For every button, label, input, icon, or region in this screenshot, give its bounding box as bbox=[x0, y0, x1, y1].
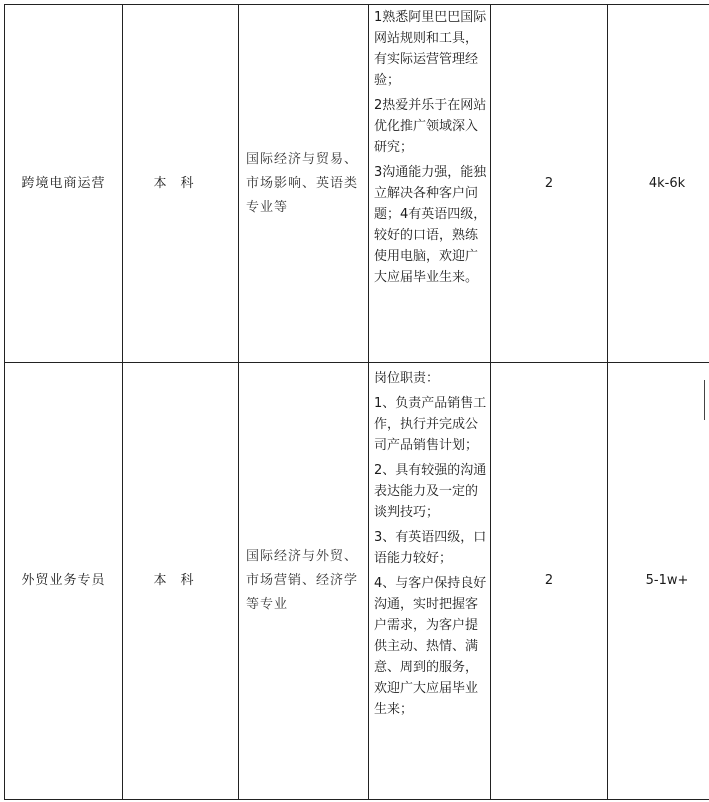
job-table bbox=[4, 4, 709, 800]
degree-text: 本科 bbox=[153, 573, 208, 588]
degree-text: 本科 bbox=[153, 175, 208, 191]
major-text: 国际经济与贸易、市场影响、英语类专业等 bbox=[246, 151, 359, 215]
requirement-item: 2、具有较强的沟通表达能力及一定的谈判技巧； bbox=[374, 463, 487, 520]
table-row bbox=[5, 363, 709, 800]
edge-mark bbox=[704, 380, 709, 420]
requirement-item: 3沟通能力强，能独立解决各种客户问题；4有英语四级，较好的口语，熟练使用电脑，欢迎广大应届毕业生来。 bbox=[374, 165, 487, 285]
count-cell bbox=[491, 5, 608, 363]
position-text: 外贸业务专员 bbox=[21, 573, 106, 588]
count-cell bbox=[491, 363, 608, 800]
salary-cell bbox=[608, 363, 709, 800]
requirements-cell bbox=[369, 5, 491, 363]
salary-cell bbox=[608, 5, 709, 363]
requirement-item: 1、负责产品销售工作，执行并完成公司产品销售计划； bbox=[374, 396, 487, 453]
major-cell bbox=[239, 5, 369, 363]
position-text: 跨境电商运营 bbox=[21, 175, 106, 191]
requirement-item: 3、有英语四级，口语能力较好； bbox=[374, 530, 487, 566]
degree-cell bbox=[123, 5, 239, 363]
requirements-title: 岗位职责： bbox=[374, 371, 440, 386]
salary-text: 4k-6k bbox=[648, 175, 686, 191]
requirement-item: 2热爱并乐于在网站优化推广领域深入研究； bbox=[374, 98, 487, 155]
position-cell bbox=[5, 5, 123, 363]
requirement-item: 1熟悉阿里巴巴国际网站规则和工具，有实际运营管理经验； bbox=[374, 10, 487, 88]
major-text: 国际经济与外贸、市场营销、经济学等专业 bbox=[246, 549, 359, 612]
requirements-cell bbox=[369, 363, 491, 800]
major-cell bbox=[239, 363, 369, 800]
requirement-item: 4、与客户保持良好沟通，实时把握客户需求，为客户提供主动、热情、满意、周到的服务，欢迎广大应届毕业生来； bbox=[374, 576, 487, 717]
count-text: 2 bbox=[544, 573, 554, 588]
count-text: 2 bbox=[544, 175, 554, 191]
salary-text: 5-1w+ bbox=[645, 573, 689, 588]
degree-cell bbox=[123, 363, 239, 800]
position-cell bbox=[5, 363, 123, 800]
table-row bbox=[5, 5, 709, 363]
